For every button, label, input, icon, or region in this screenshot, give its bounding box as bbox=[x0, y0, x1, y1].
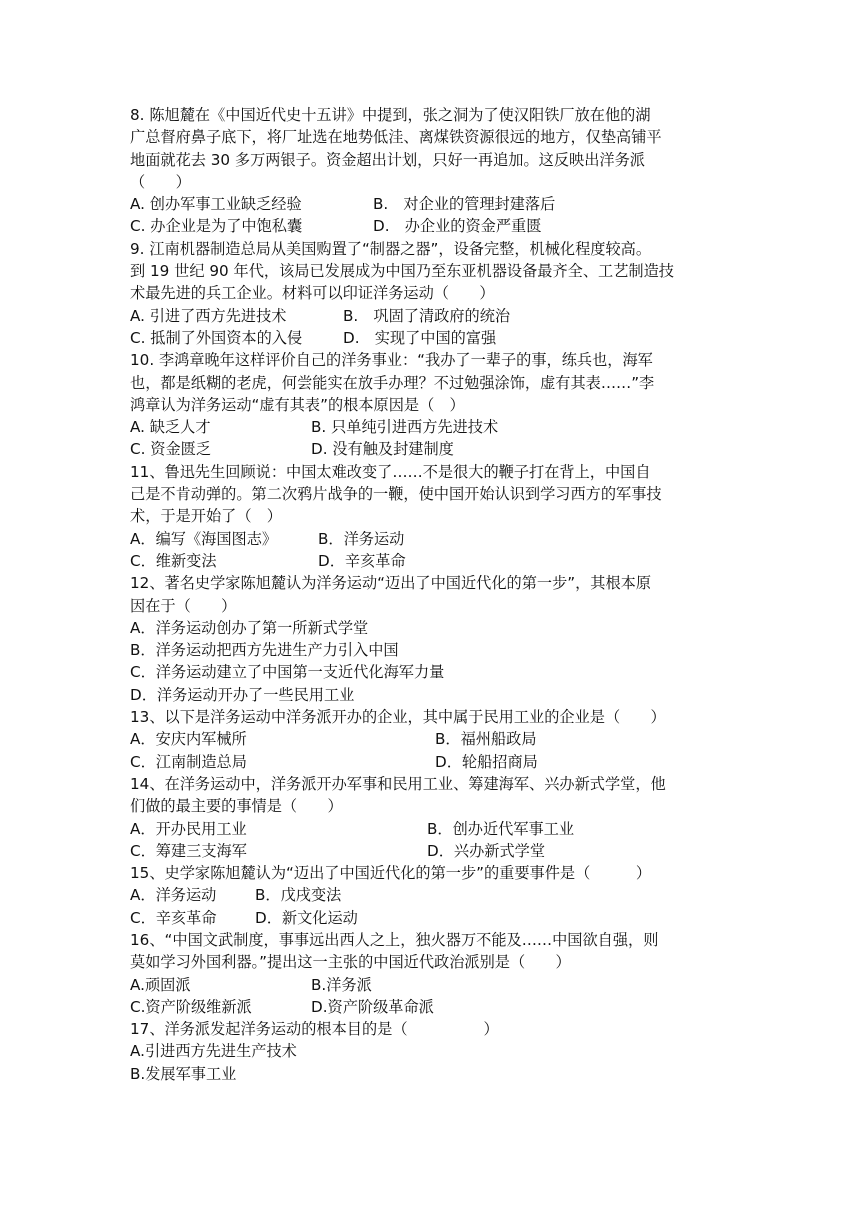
option-row bbox=[130, 1040, 730, 1062]
answer-option: D．兴办新式学堂 bbox=[427, 841, 546, 860]
answer-option: B．洋务运动 bbox=[318, 529, 405, 548]
answer-option: C．维新变法 bbox=[130, 551, 217, 570]
question-stem-line: （ ） bbox=[130, 172, 191, 191]
answer-option: D. 没有触及封建制度 bbox=[311, 440, 454, 459]
answer-option: A．洋务运动 bbox=[130, 886, 217, 905]
answer-option: C．洋务运动建立了中国第一支近代化海军力量 bbox=[130, 663, 445, 682]
option-row bbox=[130, 818, 730, 840]
answer-option: B. 巩固了清政府的统治 bbox=[343, 306, 511, 325]
question-stem-line: 8. 陈旭麓在《中国近代史十五讲》中提到，张之洞为了使汉阳铁厂放在他的湖 bbox=[130, 106, 651, 124]
question-stem-line: 到 19 世纪 90 年代，该局已发展成为中国乃至东亚机器设备最齐全、工艺制造技 bbox=[130, 262, 674, 281]
question-16 bbox=[130, 929, 730, 1018]
question-stem-line: 们做的最主要的事情是（ ） bbox=[130, 797, 343, 816]
question-stem-line: 14、在洋务运动中，洋务派开办军事和民用工业、筹建海军、兴办新式学堂，他 bbox=[130, 774, 666, 793]
question-stem-line: 11、鲁迅先生回顾说：中国太难改变了……不是很大的鞭子打在背上，中国自 bbox=[130, 462, 651, 481]
question-stem-line: 术，于是开始了（ ） bbox=[130, 507, 282, 526]
option-row bbox=[130, 1063, 730, 1085]
answer-option: A. 创办军事工业缺乏经验 bbox=[130, 195, 302, 214]
option-row bbox=[130, 327, 730, 349]
answer-option: A.引进西方先进生产技术 bbox=[130, 1042, 297, 1061]
question-11 bbox=[130, 461, 730, 572]
answer-option: D．洋务运动开办了一些民用工业 bbox=[130, 685, 355, 704]
question-9 bbox=[130, 238, 730, 349]
option-row bbox=[130, 661, 730, 683]
question-stem-line: 莫如学习外国利器。”提出这一主张的中国近代政治派别是（ ） bbox=[130, 953, 571, 972]
option-row bbox=[130, 751, 730, 773]
answer-option: B．戊戌变法 bbox=[255, 886, 342, 905]
question-stem-line: 术最先进的兵工企业。材料可以印证洋务运动（ ） bbox=[130, 284, 495, 303]
option-row bbox=[130, 550, 730, 572]
answer-option: A．开办民用工业 bbox=[130, 819, 247, 838]
answer-option: C. 抵制了外国资本的入侵 bbox=[130, 328, 303, 347]
answer-option: D.资产阶级革命派 bbox=[311, 997, 434, 1016]
question-stem-line: 广总督府鼻子底下，将厂址选在地势低洼、离煤铁资源很远的地方，仅垫高铺平 bbox=[130, 128, 662, 147]
option-row bbox=[130, 416, 730, 438]
question-stem-line: 13、以下是洋务运动中洋务派开办的企业，其中属于民用工业的企业是（ ） bbox=[130, 708, 666, 727]
question-stem-line: 也，都是纸糊的老虎，何尝能实在放手办理？不过勉强涂饰，虚有其表……”李 bbox=[130, 373, 655, 392]
option-row bbox=[130, 840, 730, 862]
question-stem-line: 鸿章认为洋务运动“虚有其表”的根本原因是（ ） bbox=[130, 395, 465, 414]
answer-option: D. 办企业的资金严重匮 bbox=[373, 217, 542, 236]
answer-option: D．轮船招商局 bbox=[435, 752, 538, 771]
answer-option: C．辛亥革命 bbox=[130, 908, 217, 927]
question-14 bbox=[130, 773, 730, 862]
answer-option: B．洋务运动把西方先进生产力引入中国 bbox=[130, 641, 399, 660]
option-row bbox=[130, 193, 730, 215]
option-row bbox=[130, 438, 730, 460]
option-row bbox=[130, 528, 730, 550]
question-stem-line: 地面就花去 30 多万两银子。资金超出计划，只好一再追加。这反映出洋务派 bbox=[130, 150, 645, 169]
question-stem-line: 12、著名史学家陈旭麓认为洋务运动“迈出了中国近代化的第一步”，其根本原 bbox=[130, 574, 652, 593]
question-stem-line: 己是不肯动弹的。第二次鸦片战争的一鞭，使中国开始认识到学习西方的军事技 bbox=[130, 485, 662, 504]
question-12 bbox=[130, 572, 730, 706]
exam-document bbox=[130, 104, 730, 1085]
answer-option: B.洋务派 bbox=[311, 975, 372, 994]
answer-option: C.资产阶级维新派 bbox=[130, 997, 252, 1016]
answer-option: B. 对企业的管理封建落后 bbox=[373, 195, 556, 214]
option-row bbox=[130, 884, 730, 906]
question-10 bbox=[130, 349, 730, 460]
answer-option: B. 只单纯引进西方先进技术 bbox=[311, 418, 499, 437]
question-stem-line: 15、史学家陈旭麓认为“迈出了中国近代化的第一步”的重要事件是（ ） bbox=[130, 864, 652, 883]
question-17 bbox=[130, 1018, 730, 1085]
answer-option: D．辛亥革命 bbox=[318, 551, 406, 570]
answer-option: B．创办近代军事工业 bbox=[427, 819, 575, 838]
question-8 bbox=[130, 104, 730, 238]
answer-option: A．安庆内军械所 bbox=[130, 730, 247, 749]
answer-option: D. 实现了中国的富强 bbox=[343, 328, 497, 347]
answer-option: C．江南制造总局 bbox=[130, 752, 247, 771]
answer-option: A. 缺乏人才 bbox=[130, 418, 211, 437]
option-row bbox=[130, 305, 730, 327]
question-stem-line: 因在于（ ） bbox=[130, 596, 237, 615]
answer-option: C. 办企业是为了中饱私囊 bbox=[130, 217, 303, 236]
option-row bbox=[130, 215, 730, 237]
question-stem-line: 10. 李鸿章晚年这样评价自己的洋务事业：“我办了一辈子的事，练兵也，海军 bbox=[130, 351, 653, 370]
option-row bbox=[130, 996, 730, 1018]
option-row bbox=[130, 684, 730, 706]
option-row bbox=[130, 907, 730, 929]
answer-option: A．编写《海国图志》 bbox=[130, 529, 278, 548]
option-row bbox=[130, 617, 730, 639]
question-stem-line: 9. 江南机器制造总局从美国购置了“制器之器”，设备完整，机械化程度较高。 bbox=[130, 239, 652, 258]
option-row bbox=[130, 639, 730, 661]
question-13 bbox=[130, 706, 730, 773]
question-stem-line: 17、洋务派发起洋务运动的根本目的是（ ） bbox=[130, 1020, 499, 1039]
option-row bbox=[130, 974, 730, 996]
answer-option: C．筹建三支海军 bbox=[130, 841, 247, 860]
answer-option: A．洋务运动创办了第一所新式学堂 bbox=[130, 618, 369, 637]
question-15 bbox=[130, 862, 730, 929]
question-stem-line: 16、“中国文武制度，事事远出西人之上，独火器万不能及……中国欲自强，则 bbox=[130, 930, 659, 949]
answer-option: B.发展军事工业 bbox=[130, 1064, 237, 1083]
answer-option: A.顽固派 bbox=[130, 975, 191, 994]
answer-option: A. 引进了西方先进技术 bbox=[130, 306, 287, 325]
answer-option: B．福州船政局 bbox=[435, 730, 537, 749]
answer-option: D．新文化运动 bbox=[255, 908, 358, 927]
option-row bbox=[130, 728, 730, 750]
answer-option: C. 资金匮乏 bbox=[130, 440, 212, 459]
